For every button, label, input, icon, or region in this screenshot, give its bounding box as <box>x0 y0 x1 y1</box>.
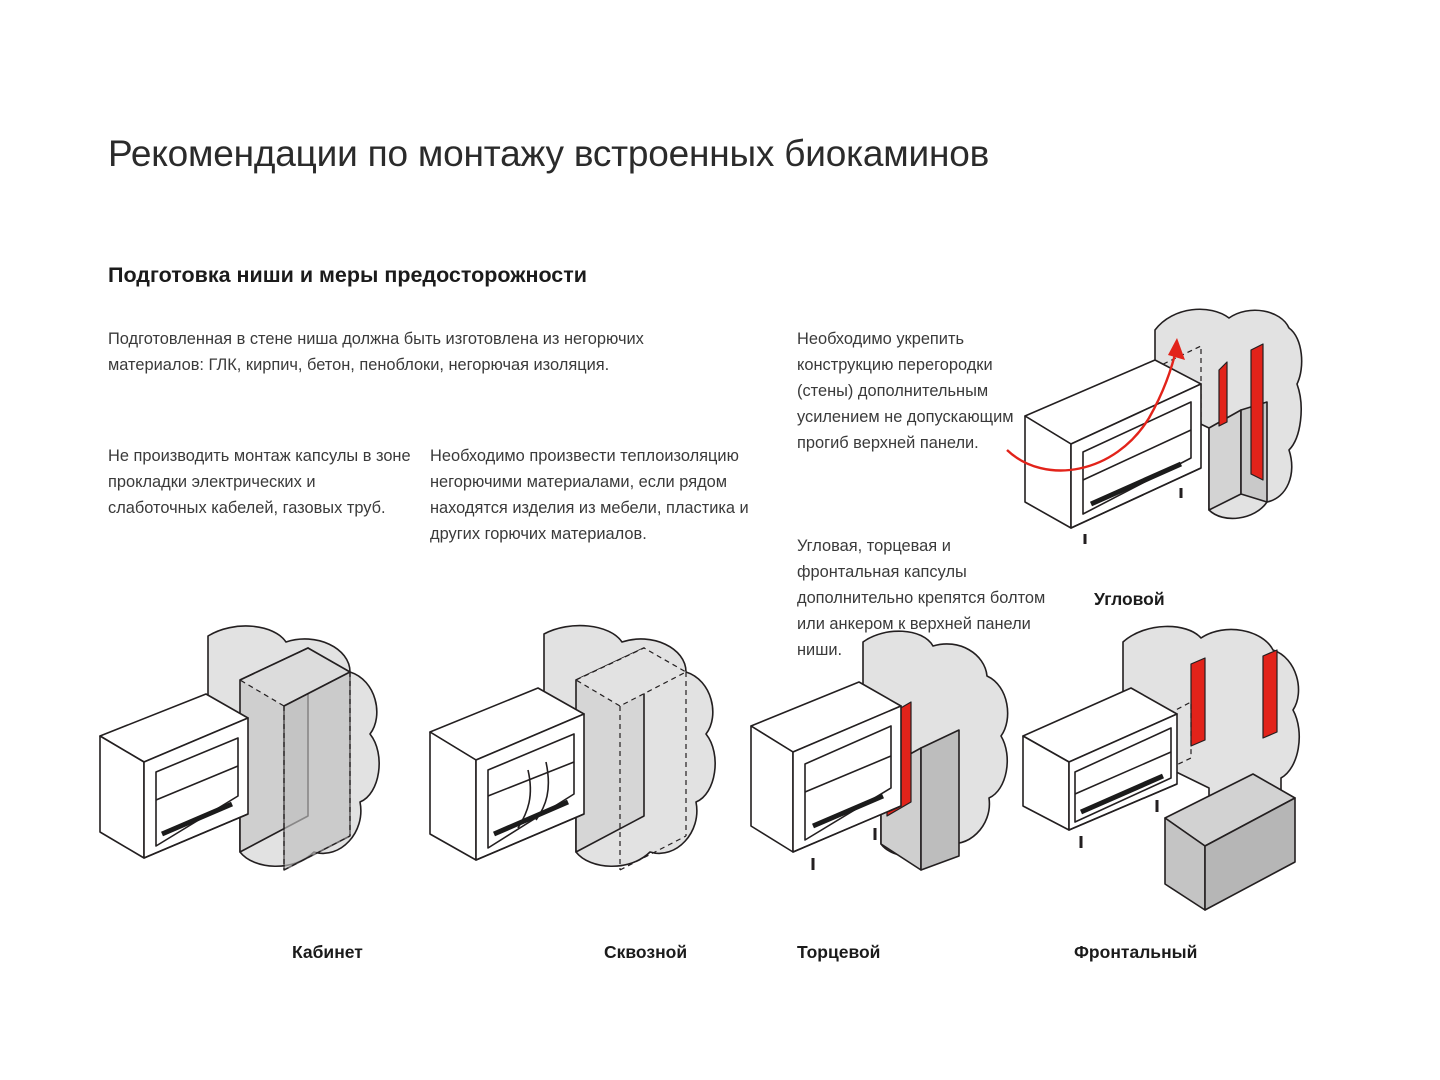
figure-kabinet <box>88 620 408 920</box>
figure-caption-torcevoi: Торцевой <box>797 942 881 962</box>
figure-caption-kabinet: Кабинет <box>292 942 363 962</box>
paragraph-right-top: Необходимо укрепить конструкцию перегородки (стены) дополнительным усилением не допускающим прогиб верхней панели. <box>797 330 1014 453</box>
paragraph-right-bottom: Угловая, торцевая и фронтальная капсулы дополнительно крепятся болтом или анкером к верхней панели ниши. <box>797 537 1046 660</box>
paragraph-middle: Необходимо произвести теплоизоляцию негорючими материалами, если рядом находятся изделия из мебели, пластика и других горючих материалов. <box>430 447 749 544</box>
section-subtitle: Подготовка ниши и меры предосторожности <box>108 262 588 287</box>
figure-caption-uglovoi: Угловой <box>1094 589 1165 609</box>
figure-skvoznoi <box>418 620 738 920</box>
figure-caption-skvoznoi: Сквозной <box>604 942 688 962</box>
page-title: Рекомендации по монтажу встроенных биокаминов <box>108 132 990 174</box>
paragraph-left: Не производить монтаж капсулы в зоне прокладки электрических и слаботочных кабелей, газовых труб. <box>108 447 411 518</box>
figure-torcevoi <box>735 620 1025 920</box>
paragraph-intro: Подготовленная в стене ниша должна быть изготовлена из негорючих материалов: ГЛК, кирпич, бетон, пеноблоки, негорючая изоляция. <box>108 330 644 375</box>
figure-uglovoi <box>1005 298 1315 588</box>
figure-frontalnyi <box>1005 618 1325 928</box>
figure-caption-frontalnyi: Фронтальный <box>1074 942 1198 962</box>
